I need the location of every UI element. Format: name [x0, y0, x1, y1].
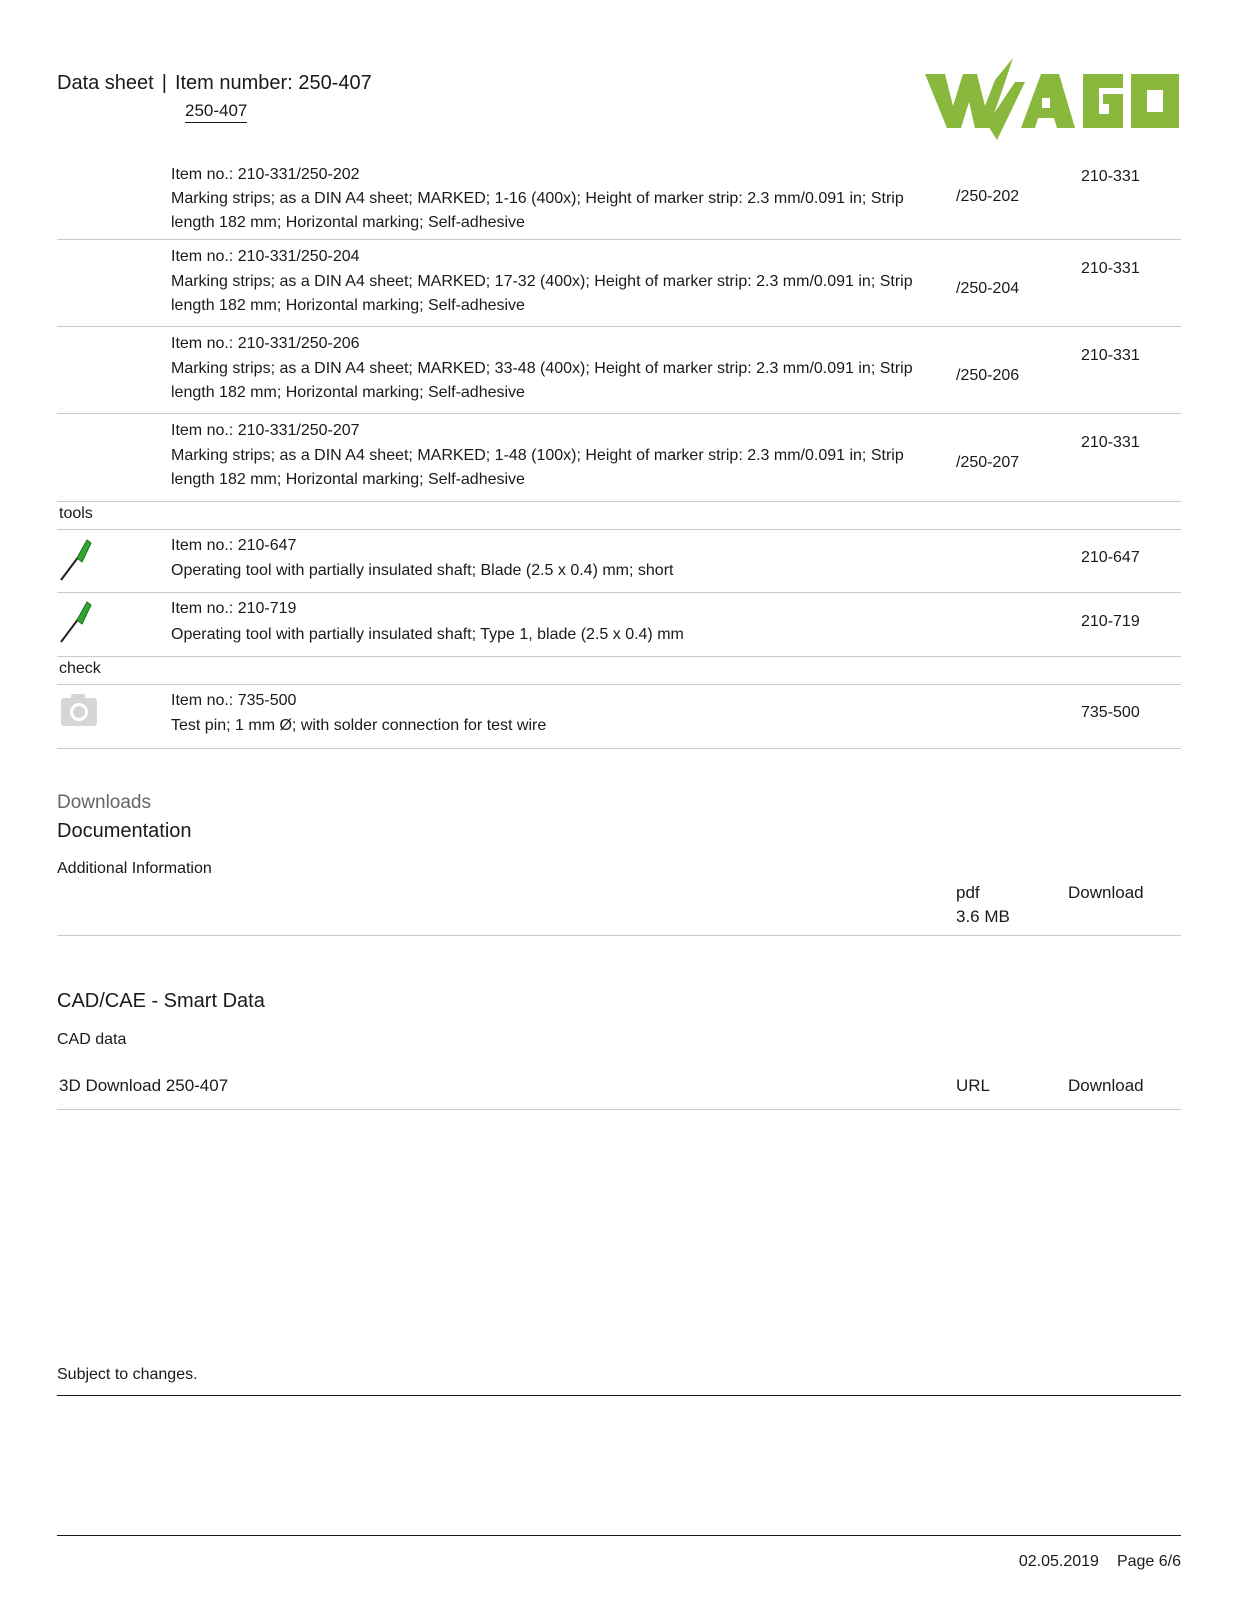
- item-code[interactable]: 210-331: [1081, 434, 1140, 451]
- additional-info-heading: Additional Information: [57, 860, 212, 877]
- item-title: Item no.: 735-500: [171, 692, 297, 709]
- file-type: pdf: [956, 883, 980, 902]
- item-number-label: Item number: 250-407: [174, 72, 372, 94]
- cad-type: URL: [956, 1076, 991, 1095]
- item-title: Item no.: 210-719: [171, 600, 297, 617]
- footer-rule: [57, 1535, 1181, 1536]
- item-code[interactable]: 735-500: [1081, 704, 1140, 721]
- item-code[interactable]: 210-647: [1081, 549, 1140, 566]
- item-number-link[interactable]: 250-407: [185, 101, 247, 123]
- cad-download-link[interactable]: Download: [1068, 1076, 1144, 1095]
- row-divider: [57, 501, 1181, 502]
- title-separator: |: [161, 72, 167, 94]
- documentation-download-link[interactable]: Download: [1068, 883, 1144, 902]
- screwdriver-icon: [57, 598, 105, 646]
- item-code[interactable]: 210-331: [1081, 168, 1140, 185]
- row-divider: [57, 748, 1181, 749]
- wago-logo: [925, 58, 1181, 144]
- row-divider: [57, 239, 1181, 240]
- item-title: Item no.: 210-331/250-202: [171, 166, 360, 183]
- item-description: Test pin; 1 mm Ø; with solder connection for test wire: [171, 717, 547, 734]
- item-number-suffix: /250-202: [956, 188, 1020, 205]
- item-title: Item no.: 210-331/250-207: [171, 422, 360, 439]
- row-divider: [57, 592, 1181, 593]
- row-divider: [57, 529, 1181, 530]
- screwdriver-icon: [57, 536, 105, 584]
- group-label-check: check: [59, 660, 101, 677]
- group-label-tools: tools: [59, 505, 93, 522]
- page-number: Page 6/6: [1116, 1553, 1181, 1570]
- item-title: Item no.: 210-331/250-204: [171, 248, 360, 265]
- item-title: Item no.: 210-647: [171, 537, 297, 554]
- item-description: Operating tool with partially insulated shaft; Type 1, blade (2.5 x 0.4) mm: [171, 626, 684, 643]
- item-number-suffix: /250-207: [956, 454, 1020, 471]
- downloads-heading: Downloads: [57, 792, 151, 813]
- row-divider: [57, 656, 1181, 657]
- item-description: Marking strips; as a DIN A4 sheet; MARKED; 1-48 (100x); Height of marker strip: 2.3 mm/0.091 in; Strip length 182 mm; Horizontal marking; Self-adhesive: [171, 447, 904, 488]
- item-description: Operating tool with partially insulated shaft; Blade (2.5 x 0.4) mm; short: [171, 562, 674, 579]
- file-size: 3.6 MB: [956, 907, 1010, 926]
- row-divider: [57, 935, 1181, 936]
- page-title: [57, 72, 372, 95]
- footer-rule: [57, 1395, 1181, 1396]
- item-number-suffix: /250-206: [956, 367, 1020, 384]
- footer-note: Subject to changes.: [57, 1366, 198, 1383]
- row-divider: [57, 1109, 1181, 1110]
- cad-heading: CAD/CAE - Smart Data: [57, 990, 265, 1012]
- item-title: Item no.: 210-331/250-206: [171, 335, 360, 352]
- item-description: Marking strips; as a DIN A4 sheet; MARKED; 17-32 (400x); Height of marker strip: 2.3 mm/0.091 in; Strip length 182 mm; Horizontal marking; Self-adhesive: [171, 273, 913, 314]
- documentation-heading: Documentation: [57, 820, 192, 842]
- cad-data-heading: CAD data: [57, 1031, 127, 1048]
- row-divider: [57, 326, 1181, 327]
- item-description: Marking strips; as a DIN A4 sheet; MARKED; 33-48 (400x); Height of marker strip: 2.3 mm/0.091 in; Strip length 182 mm; Horizontal marking; Self-adhesive: [171, 360, 913, 401]
- item-code[interactable]: 210-719: [1081, 613, 1140, 630]
- item-code[interactable]: 210-331: [1081, 347, 1140, 364]
- item-description: Marking strips; as a DIN A4 sheet; MARKED; 1-16 (400x); Height of marker strip: 2.3 mm/0.091 in; Strip length 182 mm; Horizontal marking; Self-adhesive: [171, 190, 904, 231]
- footer-meta: [1019, 1553, 1181, 1571]
- item-code[interactable]: 210-331: [1081, 260, 1140, 277]
- footer-date: 02.05.2019: [1018, 1553, 1099, 1570]
- doc-label: Data sheet: [57, 72, 154, 94]
- cad-file-name: 3D Download 250-407: [59, 1076, 229, 1095]
- camera-placeholder-icon: [57, 690, 101, 734]
- item-number-suffix: /250-204: [956, 280, 1020, 297]
- row-divider: [57, 413, 1181, 414]
- row-divider: [57, 684, 1181, 685]
